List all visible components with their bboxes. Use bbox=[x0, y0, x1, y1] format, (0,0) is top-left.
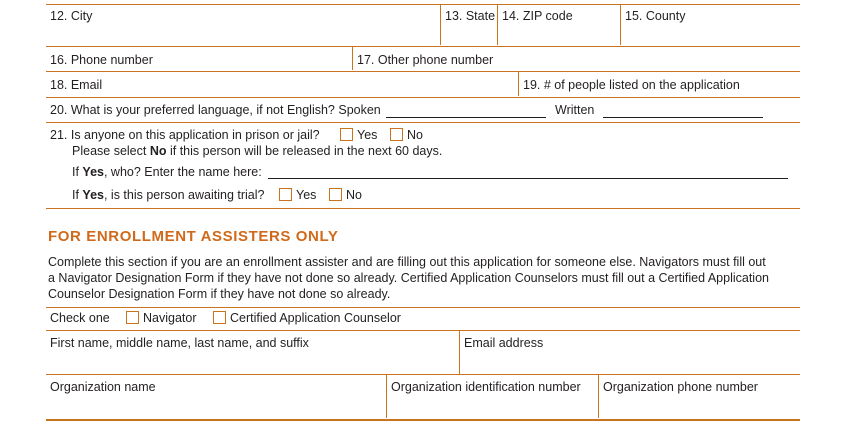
trial-yes-label: Yes bbox=[296, 188, 317, 202]
check-one-label: Check one bbox=[50, 311, 110, 325]
county-label: 15. County bbox=[625, 9, 686, 23]
divider bbox=[440, 5, 441, 45]
prison-note: Please select No if this person will be released in the next 60 days. bbox=[72, 144, 443, 158]
divider bbox=[598, 375, 599, 418]
written-label: Written bbox=[555, 103, 595, 117]
people-count-label: 19. # of people listed on the application bbox=[523, 78, 740, 92]
org-name-label: Organization name bbox=[50, 380, 156, 394]
other-phone-label: 17. Other phone number bbox=[357, 53, 494, 67]
assister-instructions: Complete this section if you are an enrollment assister and are filling out this application for someone else. Navigators must fill out a Navigator Designation Form if they have not done so already. Certified Application Counselors must fill out a Certified Application Counselor Designation Form if they have not done so already. bbox=[48, 255, 769, 301]
divider bbox=[46, 307, 800, 308]
navigator-label: Navigator bbox=[143, 311, 197, 325]
trial-no-checkbox[interactable] bbox=[329, 188, 342, 201]
city-label: 12. City bbox=[50, 9, 93, 23]
divider bbox=[352, 47, 353, 70]
assister-email-label: Email address bbox=[464, 336, 544, 350]
org-id-label: Organization identification number bbox=[391, 380, 581, 394]
counselor-label: Certified Application Counselor bbox=[230, 311, 401, 325]
bottom-divider bbox=[46, 419, 800, 421]
assister-name-label: First name, middle name, last name, and suffix bbox=[50, 336, 309, 350]
divider bbox=[46, 46, 800, 47]
divider bbox=[46, 374, 800, 375]
written-language-input[interactable] bbox=[603, 117, 763, 118]
divider bbox=[386, 375, 387, 418]
prison-who-label: If Yes, who? Enter the name here: bbox=[72, 165, 262, 179]
divider bbox=[518, 72, 519, 96]
prison-name-input[interactable] bbox=[268, 178, 788, 179]
org-phone-label: Organization phone number bbox=[603, 380, 758, 394]
divider bbox=[46, 122, 800, 123]
trial-question: If Yes, is this person awaiting trial? bbox=[72, 188, 265, 202]
state-label: 13. State bbox=[445, 9, 496, 23]
divider bbox=[46, 4, 800, 5]
language-label: 20. What is your preferred language, if not English? Spoken bbox=[50, 103, 381, 117]
divider bbox=[620, 5, 621, 45]
prison-no-label: No bbox=[407, 128, 423, 142]
prison-yes-label: Yes bbox=[357, 128, 378, 142]
divider bbox=[459, 331, 460, 374]
prison-no-checkbox[interactable] bbox=[390, 128, 403, 141]
divider bbox=[46, 97, 800, 98]
trial-no-label: No bbox=[346, 188, 362, 202]
section-heading: FOR ENROLLMENT ASSISTERS ONLY bbox=[48, 228, 339, 245]
divider bbox=[497, 5, 498, 45]
divider bbox=[46, 208, 800, 209]
prison-yes-checkbox[interactable] bbox=[340, 128, 353, 141]
counselor-checkbox[interactable] bbox=[213, 311, 226, 324]
trial-yes-checkbox[interactable] bbox=[279, 188, 292, 201]
navigator-checkbox[interactable] bbox=[126, 311, 139, 324]
divider bbox=[46, 330, 800, 331]
divider bbox=[46, 71, 800, 72]
spoken-language-input[interactable] bbox=[386, 117, 546, 118]
email-label: 18. Email bbox=[50, 78, 103, 92]
zip-label: 14. ZIP code bbox=[502, 9, 573, 23]
phone-label: 16. Phone number bbox=[50, 53, 153, 67]
prison-question: 21. Is anyone on this application in prison or jail? bbox=[50, 128, 320, 142]
